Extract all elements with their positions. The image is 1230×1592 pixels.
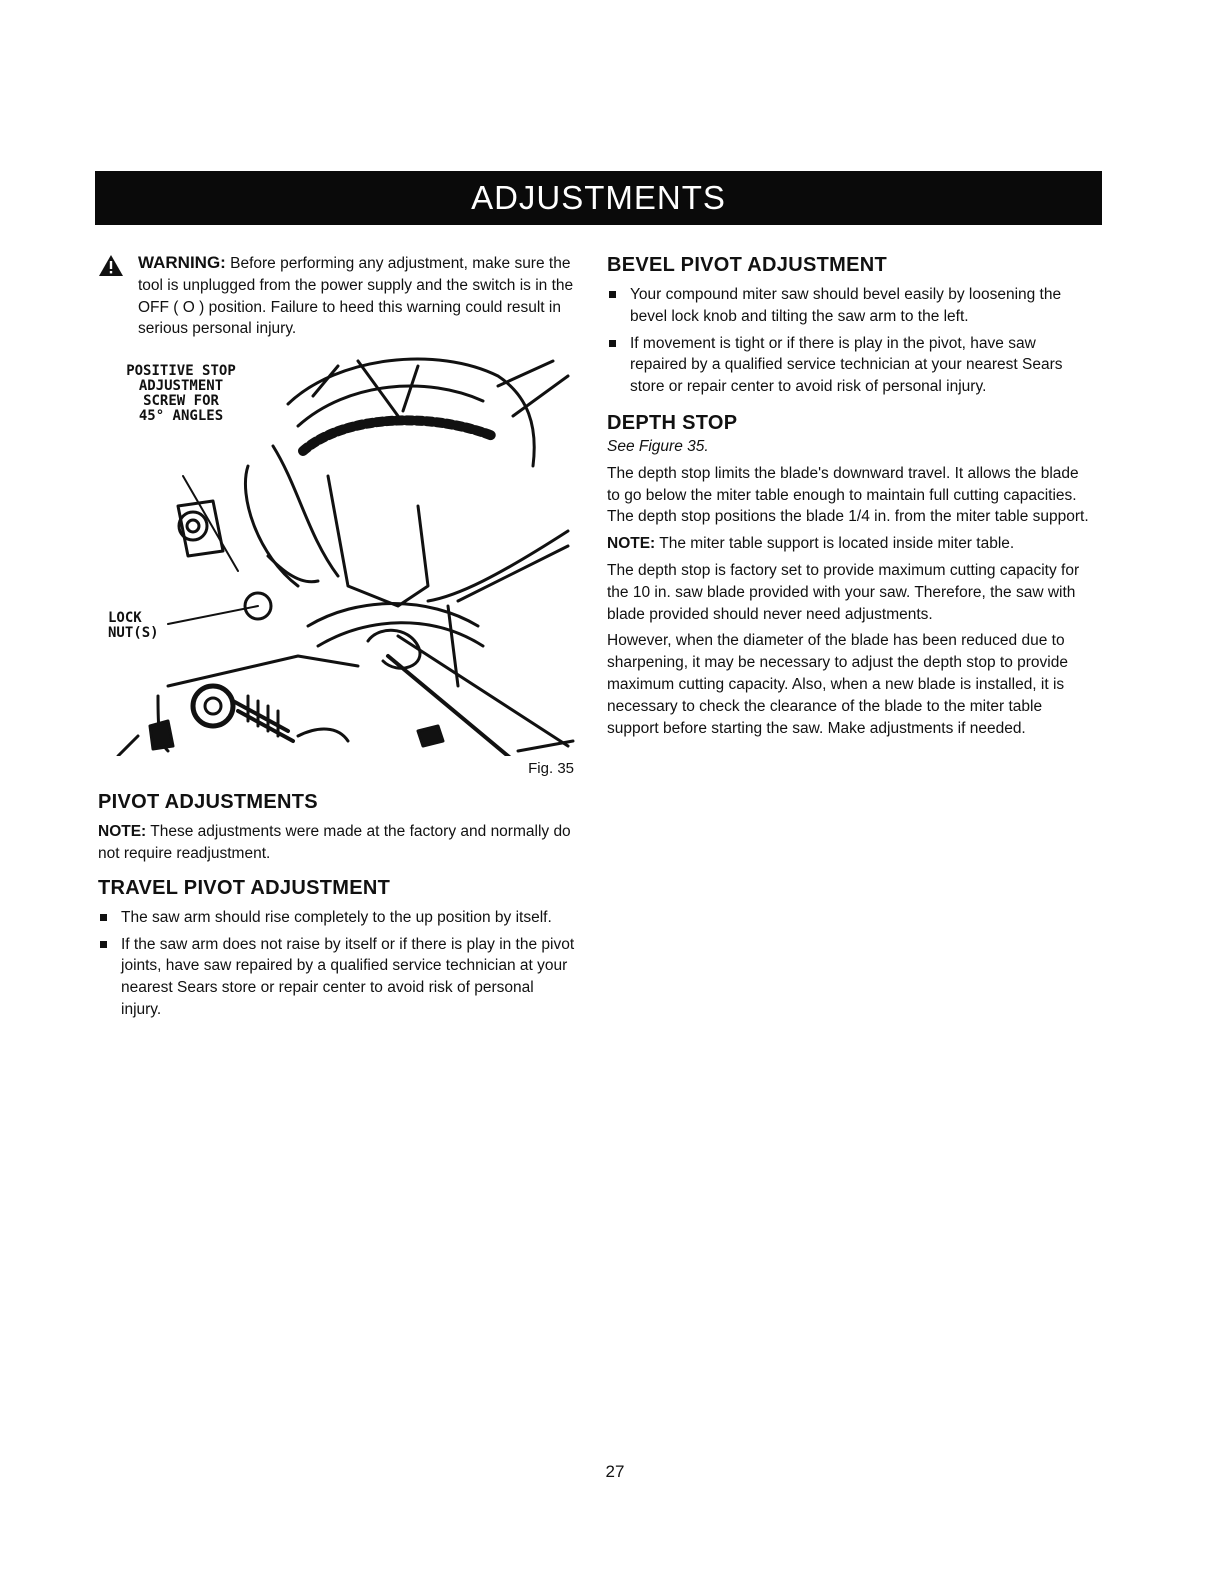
list-item [98, 934, 576, 1021]
list-item-text: If movement is tight or if there is play in the pivot, have saw repaired by a qualified service technician at your nearest Sears store or repair center to avoid risk of personal injury. [630, 334, 1063, 396]
callout-line: 45° ANGLES [138, 408, 224, 425]
see-figure-reference: See Figure 35. [607, 437, 709, 455]
note-text: The miter table support is located inside miter table. [655, 535, 1015, 553]
bullet-square-icon [609, 291, 616, 298]
bullet-square-icon [609, 340, 616, 347]
note-text: These adjustments were made at the factory and normally do not require readjustment. [98, 823, 571, 862]
warning-triangle-icon [98, 254, 124, 277]
figure-caption: Fig. 35 [528, 760, 574, 778]
depth-stop-note [607, 533, 1092, 555]
depth-stop-paragraph-1: The depth stop limits the blade's downward travel. It allows the blade to go below the miter table enough to maintain full cutting capacities. The depth stop positions the blade 1/4 in. from the miter table support. [607, 464, 1089, 526]
note-label: NOTE: [607, 535, 656, 553]
bullet-square-icon [100, 914, 107, 921]
list-item-text: If the saw arm does not raise by itself or if there is play in the pivot joints, have saw repaired by a qualified service technician at your nearest Sears store or repair center to avoid risk of personal injury. [121, 935, 575, 1018]
page-number: 27 [605, 1462, 625, 1481]
depth-stop-paragraph-3: However, when the diameter of the blade has been reduced due to sharpening, it may be necessary to adjust the depth stop to provide maximum cutting capacity. Also, when a new blade is installed, it is necessary to check the clearance of the blade to the miter table support before starting the saw. Make adjustments if needed. [607, 632, 1068, 737]
depth-stop-heading: DEPTH STOP [607, 411, 738, 434]
warning-block [98, 252, 576, 340]
bevel-pivot-heading: BEVEL PIVOT ADJUSTMENT [607, 254, 887, 276]
warning-text [138, 252, 576, 340]
right-column [607, 252, 1092, 739]
warning-body: Before performing any adjustment, make sure the tool is unplugged from the power supply and the switch is in the OFF ( O ) position. Failure to heed this warning could result in serious personal injury. [138, 255, 574, 338]
travel-pivot-list [98, 907, 576, 1021]
callout-line: POSITIVE STOP [126, 363, 236, 380]
pivot-note [98, 821, 576, 865]
list-item-text: The saw arm should rise completely to the up position by itself. [121, 908, 552, 926]
list-item [607, 284, 1092, 328]
note-label: NOTE: [98, 823, 147, 841]
section-title: ADJUSTMENTS [471, 179, 726, 216]
travel-pivot-heading: TRAVEL PIVOT ADJUSTMENT [98, 876, 391, 899]
list-item [607, 333, 1092, 398]
callout-positive-stop [116, 364, 246, 424]
list-item [98, 907, 576, 929]
depth-stop-paragraph-2: The depth stop is factory set to provide maximum cutting capacity for the 10 in. saw blade provided with your saw. Therefore, the saw with blade provided should never need adjustments. [607, 561, 1080, 623]
list-item-text: Your compound miter saw should bevel easily by loosening the bevel lock knob and tilting the saw arm to the left. [630, 286, 1062, 325]
callout-line: NUT(S) [108, 625, 159, 642]
bevel-pivot-list [607, 284, 1092, 398]
callout-line: LOCK [108, 610, 142, 627]
section-header-banner [95, 171, 1102, 225]
figure-35 [98, 356, 576, 756]
bullet-square-icon [100, 941, 107, 948]
pivot-adjustments-heading: PIVOT ADJUSTMENTS [98, 791, 318, 814]
callout-line: ADJUSTMENT [138, 378, 224, 395]
callout-lock-nut [108, 611, 168, 641]
callout-line: SCREW FOR [143, 393, 219, 410]
warning-label: WARNING: [138, 253, 226, 272]
left-column [98, 252, 576, 1021]
